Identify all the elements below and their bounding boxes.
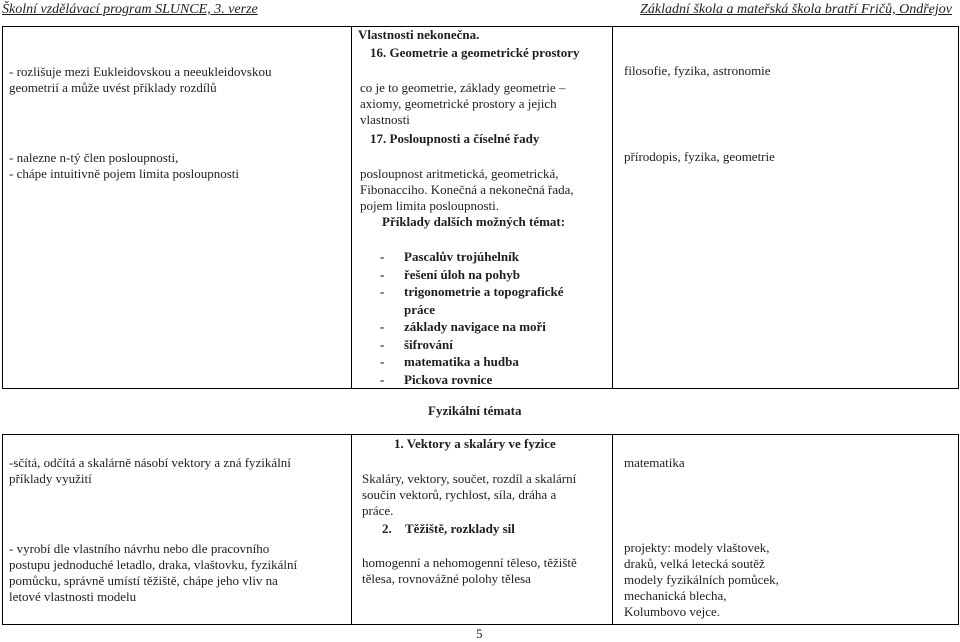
table2-bottom-border (2, 624, 959, 625)
t2-row1-content-2: součin vektorů, rychlost, síla, dráha a (362, 487, 557, 502)
row17-content-2: Fibonacciho. Konečná a nekonečná řada, (360, 182, 574, 197)
row16-content-2: axiomy, geometrické prostory a jejich (360, 96, 557, 111)
row16-title: 16. Geometrie a geometrické prostory (370, 45, 580, 60)
header-left: Školní vzdělávací program SLUNCE, 3. verze (2, 2, 258, 17)
row17-relations: přírodopis, fyzika, geometrie (624, 149, 775, 164)
list-item: - matematika a hudba (380, 354, 519, 369)
row17-title: 17. Posloupnosti a číselné řady (370, 131, 540, 146)
row17-content-3: pojem limita posloupnosti. (360, 198, 500, 213)
page-header (0, 0, 960, 22)
t2-row2-title-num: 2. (382, 521, 392, 536)
t2-row2-relations-2: draků, velká letecká soutěž (624, 556, 765, 571)
table2-top-border (2, 434, 958, 435)
t2-row1-relations: matematika (624, 455, 685, 470)
table1-right-border (958, 26, 959, 388)
list-item: práce (404, 301, 436, 317)
row17-content-1: posloupnost aritmetická, geometrická, (360, 166, 559, 181)
table1-divider-1 (351, 26, 352, 388)
t2-row1-content-3: práce. (362, 503, 394, 518)
infinity-properties-text: Vlastnosti nekonečna. (358, 27, 480, 42)
row16-content-3: vlastnosti (360, 112, 410, 127)
table2-right-border (958, 434, 959, 624)
t2-row2-outcome-3: pomůcku, správně umístí těžiště, chápe jeho vliv na (9, 573, 278, 588)
row16-relations: filosofie, fyzika, astronomie (624, 63, 771, 78)
row16-content-1: co je to geometrie, základy geometrie – (360, 80, 566, 95)
examples-list (380, 248, 564, 388)
t2-row2-outcome-1: - vyrobí dle vlastního návrhu nebo dle pracovního (9, 541, 270, 556)
t2-row2-relations-5: Kolumbovo vejce. (624, 604, 721, 619)
t2-row1-outcome-2: příklady využití (9, 471, 92, 486)
t2-row2-relations-4: mechanická blecha, (624, 588, 727, 603)
table1-divider-2 (612, 26, 613, 388)
list-item: - řešení úloh na pohyb (380, 266, 520, 282)
row17-outcome-2: - chápe intuitivně pojem limita posloupnosti (9, 166, 239, 181)
table1-top-border (2, 26, 958, 27)
t2-row2-relations-1: projekty: modely vlaštovek, (624, 540, 770, 555)
row16-outcome-1: - rozlišuje mezi Eukleidovskou a neeukleidovskou (9, 64, 272, 79)
list-item: - šifrování (380, 336, 453, 352)
t2-row2-content-2: tělesa, rovnovážné polohy tělesa (362, 571, 531, 586)
t2-row2-outcome-2: postupu jednoduché letadlo, draka, vlaštovku, fyzikální (9, 557, 298, 572)
t2-row2-relations-3: modely fyzikálních pomůcek, (624, 572, 779, 587)
t2-row2-outcome-4: letové vlastnosti modelu (9, 589, 137, 604)
t2-row1-outcome-1: -sčítá, odčítá a skalárně násobí vektory a zná fyzikální (9, 455, 291, 470)
row17-outcome-1: - nalezne n-tý člen posloupnosti, (9, 150, 179, 165)
t2-row1-title: 1. Vektory a skaláry ve fyzice (394, 436, 556, 451)
list-item: - Pickova rovnice (380, 371, 493, 387)
page-number: 5 (476, 626, 483, 641)
header-right: Základní škola a mateřská škola bratří Fričů, Ondřejov (640, 2, 952, 17)
table2-left-border (2, 434, 3, 624)
examples-heading: Příklady dalších možných témat: (382, 214, 566, 229)
table2-divider-1 (351, 434, 352, 624)
table2-divider-2 (612, 434, 613, 624)
t2-row2-content-1: homogenní a nehomogenní těleso, těžiště (362, 555, 577, 570)
row16-outcome-2: geometrií a může uvést příklady rozdílů (9, 80, 217, 95)
table1-bottom-border (2, 388, 959, 389)
table1-left-border (2, 26, 3, 388)
t2-row2-title: Těžiště, rozklady sil (405, 521, 515, 536)
t2-row1-content-1: Skaláry, vektory, součet, rozdíl a skalární (362, 471, 577, 486)
list-item: - trigonometrie a topografické (380, 284, 564, 299)
list-item: - Pascalův trojúhelník (380, 249, 519, 264)
list-item: - základy navigace na moři (380, 319, 546, 334)
section-title: Fyzikální témata (428, 403, 522, 418)
